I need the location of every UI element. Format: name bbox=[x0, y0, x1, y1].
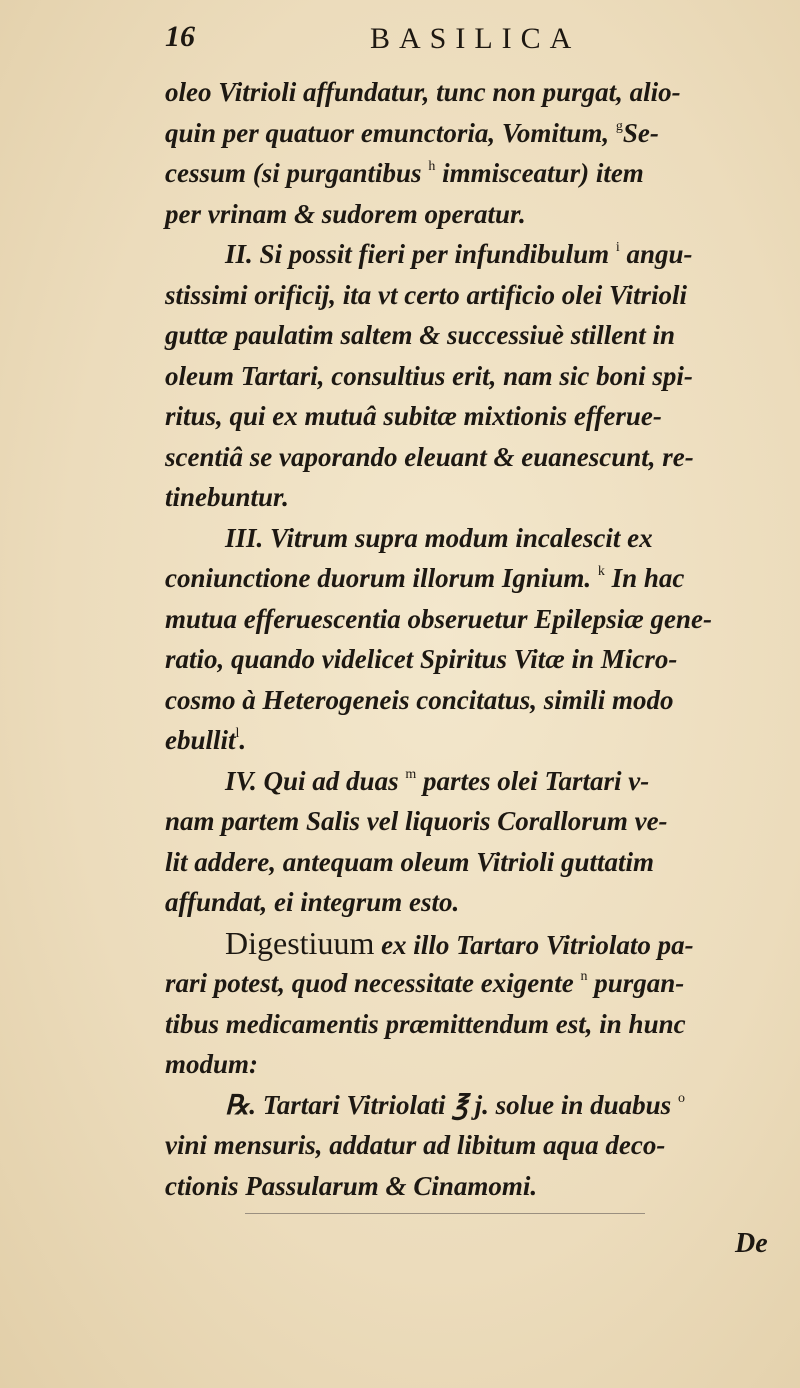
line-text: rari potest, quod necessitate exigente bbox=[165, 968, 581, 998]
text-line bbox=[165, 153, 795, 194]
text-line bbox=[165, 437, 795, 478]
line-text: ritus, qui ex mutuâ subitæ mixtionis efferue- bbox=[165, 401, 662, 431]
line-text-tail: partes olei Tartari v- bbox=[416, 765, 650, 796]
catchword: De bbox=[735, 1228, 768, 1259]
text-line bbox=[165, 1166, 795, 1207]
marginal-note-marker: h bbox=[428, 159, 436, 174]
text-line bbox=[165, 194, 795, 235]
line-text: vini mensuris, addatur ad libitum aqua deco- bbox=[165, 1130, 666, 1160]
text-line bbox=[165, 842, 795, 883]
text-line bbox=[165, 275, 795, 316]
line-text: II. Si possit fieri per infundibulum bbox=[225, 239, 616, 269]
line-text: nam partem Salis vel liquoris Corallorum ve- bbox=[165, 806, 668, 836]
marginal-note-marker: n bbox=[580, 969, 588, 984]
line-text: oleum Tartari, consultius erit, nam sic boni spi- bbox=[165, 360, 693, 391]
marginal-note-marker: i bbox=[615, 240, 620, 255]
line-text: ratio, quando videlicet Spiritus Vitæ in Micro- bbox=[165, 644, 678, 674]
marginal-note-marker: g bbox=[615, 118, 623, 134]
line-text-tail: Se- bbox=[622, 117, 659, 148]
text-line bbox=[165, 558, 795, 599]
line-text: affundat, ei integrum esto. bbox=[165, 887, 460, 917]
text-line bbox=[165, 639, 795, 680]
text-line bbox=[165, 72, 795, 113]
line-text: ctionis Passularum & Cinamomi. bbox=[165, 1170, 538, 1201]
page-header bbox=[165, 20, 785, 60]
body-text bbox=[165, 72, 795, 1206]
roman-word: Digestiuum bbox=[225, 924, 375, 961]
line-text: oleo Vitrioli affundatur, tunc non purgat, alio- bbox=[165, 77, 681, 107]
line-text-tail: In hac bbox=[604, 563, 685, 593]
line-text-tail: . bbox=[239, 725, 247, 755]
line-text: III. Vitrum supra modum incalescit ex bbox=[225, 522, 653, 553]
line-text: per vrinam & sudorem operatur. bbox=[165, 198, 526, 229]
text-line bbox=[165, 1044, 795, 1085]
line-text: ex illo Tartaro Vitriolato pa- bbox=[374, 929, 694, 960]
marginal-note-marker: k bbox=[597, 564, 605, 579]
text-line bbox=[165, 396, 795, 437]
text-line bbox=[165, 1085, 795, 1126]
text-line bbox=[165, 963, 795, 1004]
text-line bbox=[165, 1125, 795, 1166]
line-text: modum: bbox=[165, 1049, 259, 1079]
line-text: scentiâ se vaporando eleuant & euanescunt, re- bbox=[165, 441, 694, 472]
line-text: coniunctione duorum illorum Ignium. bbox=[165, 563, 598, 593]
text-line bbox=[165, 234, 795, 275]
line-text: IV. Qui ad duas bbox=[225, 765, 406, 796]
text-line bbox=[165, 356, 795, 397]
line-text-tail: immisceatur) item bbox=[435, 158, 644, 188]
line-text: ebullit bbox=[165, 725, 236, 755]
text-line bbox=[165, 680, 795, 721]
line-text: cosmo à Heterogeneis concitatus, simili modo bbox=[165, 684, 674, 715]
footer-rule bbox=[245, 1213, 645, 1214]
marginal-note-marker: m bbox=[405, 766, 417, 782]
text-line bbox=[165, 882, 795, 923]
text-line bbox=[165, 315, 795, 356]
line-text-tail: angu- bbox=[619, 239, 693, 269]
text-line bbox=[165, 113, 795, 154]
text-line bbox=[165, 599, 795, 640]
line-text: tibus medicamentis præmittendum est, in hunc bbox=[165, 1008, 686, 1039]
text-line bbox=[165, 801, 795, 842]
line-text: lit addere, antequam oleum Vitrioli guttatim bbox=[165, 846, 655, 877]
line-text: stissimi orificij, ita vt certo artificio olei Vitrioli bbox=[165, 279, 687, 310]
text-line bbox=[165, 761, 795, 802]
text-line bbox=[165, 720, 795, 761]
running-head: BASILICA bbox=[370, 22, 581, 55]
line-text: guttæ paulatim saltem & successiuè stillent in bbox=[165, 320, 676, 350]
marginal-note-marker: o bbox=[677, 1090, 685, 1106]
line-text: tinebuntur. bbox=[165, 482, 289, 512]
line-text: quin per quatuor emunctoria, Vomitum, bbox=[165, 117, 616, 148]
marginal-note-marker: l bbox=[235, 726, 240, 741]
line-text: cessum (si purgantibus bbox=[165, 158, 429, 188]
line-text: mutua efferuescentia obseruetur Epilepsiæ gene- bbox=[165, 603, 713, 634]
text-line bbox=[165, 923, 795, 964]
line-text-tail: purgan- bbox=[587, 968, 685, 998]
page-number: 16 bbox=[165, 20, 195, 53]
text-line bbox=[165, 477, 795, 518]
text-line bbox=[165, 518, 795, 559]
text-line bbox=[165, 1004, 795, 1045]
line-text: ℞. Tartari Vitriolati ℥ j. solue in duabus bbox=[225, 1089, 678, 1120]
